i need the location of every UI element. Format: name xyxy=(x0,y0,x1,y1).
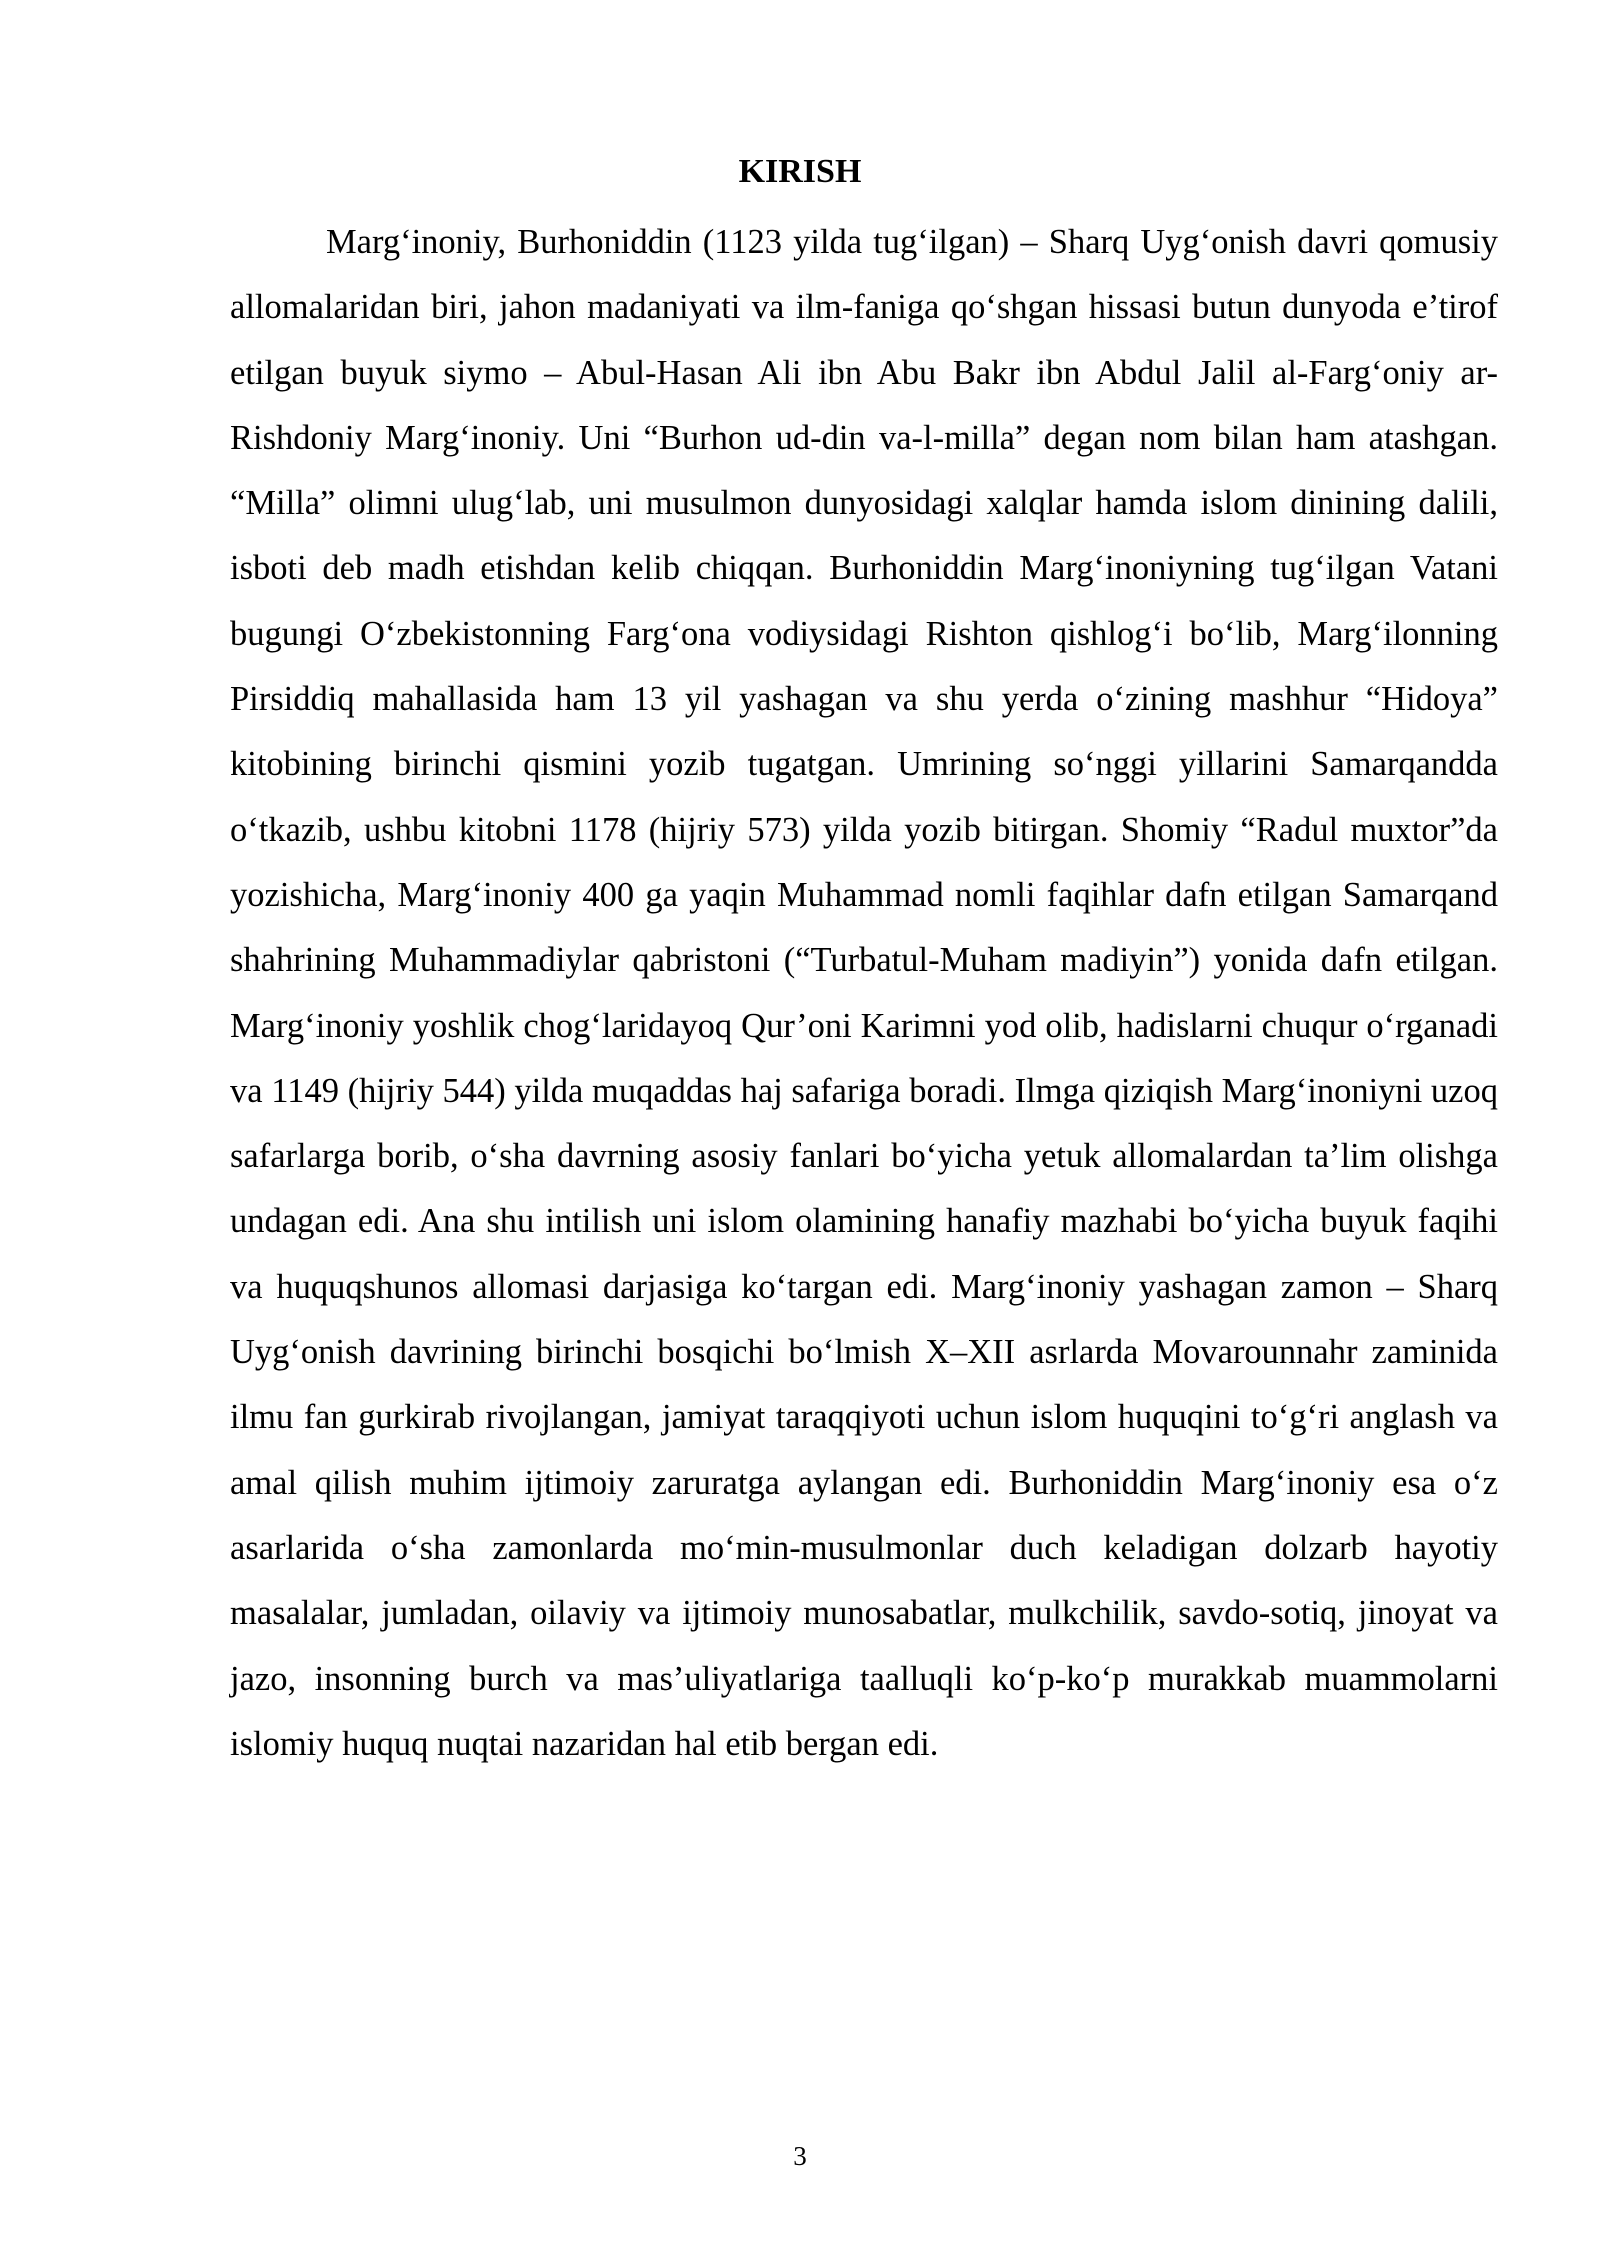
body-paragraph: Marg‘inoniy, Burhoniddin (1123 yilda tug‘ilgan) – Sharq Uyg‘onish davri qomusiy allomalaridan biri, jahon madaniyati va ilm-faniga qo‘shgan hissasi butun dunyoda e’tirof etilgan buyuk siymo – Abul-Hasan Ali ibn Abu Bakr ibn Abdul Jalil al-Farg‘oniy ar-Rishdoniy Marg‘inoniy. Uni “Burhon ud-din va-l-milla” degan nom bilan ham atashgan. “Milla” olimni ulug‘lab, uni musulmon dunyosidagi xalqlar hamda islom dinining dalili, isboti deb madh etishdan kelib chiqqan. Burhoniddin Marg‘inoniyning tug‘ilgan Vatani bugungi O‘zbekistonning Farg‘ona vodiysidagi Rishton qishlog‘i bo‘lib, Marg‘ilonning Pirsiddiq mahallasida ham 13 yil yashagan va shu yerda o‘zining mashhur “Hidoya” kitobining birinchi qismini yozib tugatgan. Umrining so‘nggi yillarini Samarqandda o‘tkazib, ushbu kitobni 1178 (hijriy 573) yilda yozib bitirgan. Shomiy “Radul muxtor”da yozishicha, Marg‘inoniy 400 ga yaqin Muhammad nomli faqihlar dafn etilgan Samarqand shahrining Muhammadiylar qabristoni (“Turbatul-Muham madiyin”) yonida dafn etilgan. Marg‘inoniy yoshlik chog‘laridayoq Qur’oni Karimni yod olib, hadislarni chuqur o‘rganadi va 1149 (hijriy 544) yilda muqaddas haj safariga boradi. Ilmga qiziqish Marg‘inoniyni uzoq safarlarga borib, o‘sha davrning asosiy fanlari bo‘yicha yetuk allomalardan ta’lim olishga undagan edi. Ana shu intilish uni islom olamining hanafiy mazhabi bo‘yicha buyuk faqihi va huquqshunos allomasi darjasiga ko‘targan edi. Marg‘inoniy yashagan zamon – Sharq Uyg‘onish davrining birinchi bosqichi bo‘lmish X–XII asrlarda Movarounnahr zaminida ilmu fan gurkirab rivojlangan, jamiyat taraqqiyoti uchun islom huquqini to‘g‘ri anglash va amal qilish muhim ijtimoiy zaruratga aylangan edi. Burhoniddin Marg‘inoniy esa o‘z asarlarida o‘sha zamonlarda mo‘min-musulmonlar duch keladigan dolzarb hayotiy masalalar, jumladan, oilaviy va ijtimoiy munosabatlar, mulkchilik, savdo-sotiq, jinoyat va jazo, insonning burch va mas’uliyatlariga taalluqli ko‘p-ko‘p murakkab muammolarni islomiy huquq nuqtai nazaridan hal etib bergan edi. xyxy=(230,223,1498,1763)
section-heading: KIRISH xyxy=(738,153,862,190)
page-number: 3 xyxy=(793,2141,807,2171)
